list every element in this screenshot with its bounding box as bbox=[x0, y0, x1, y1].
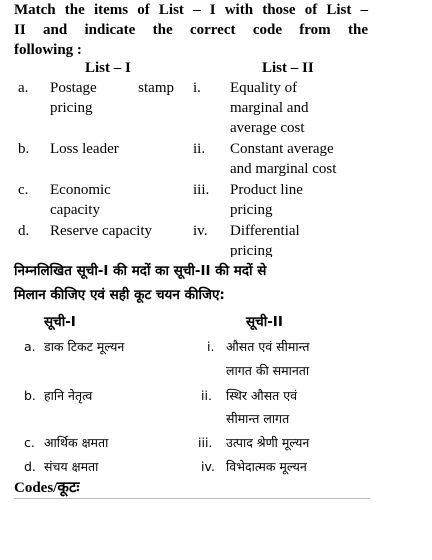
list-2-label-ii: ii. bbox=[193, 141, 206, 157]
list-2-label-i: i. bbox=[193, 80, 201, 96]
suchi-2-item-i-line-2: लागत की समानता bbox=[226, 363, 310, 378]
list-1-label-b: b. bbox=[18, 141, 30, 157]
question-hi-line-2: मिलान कीजिए एवं सही कूट चयन कीजिए: bbox=[14, 287, 225, 303]
list-1-label-a: a. bbox=[18, 80, 29, 96]
list-2-header: List – II bbox=[262, 60, 314, 76]
list-2-item-iii-line-1: Product line bbox=[230, 182, 303, 198]
suchi-2-item-iii: उत्पाद श्रेणी मूल्यन bbox=[226, 435, 310, 450]
list-1-item-b: Loss leader bbox=[50, 141, 119, 157]
question-en-line-3: following : bbox=[14, 42, 82, 58]
section-divider bbox=[14, 498, 370, 499]
list-2-label-iv: iv. bbox=[193, 223, 208, 239]
suchi-1-label-c: c. bbox=[24, 435, 35, 450]
question-hi-line-1: निम्नलिखित सूची-I की मदों का सूची-II की मदों से bbox=[14, 263, 267, 279]
suchi-1-label-b: b. bbox=[24, 388, 36, 403]
list-2-label-iii: iii. bbox=[193, 182, 210, 198]
list-1-item-a-line-2: pricing bbox=[50, 100, 93, 116]
suchi-1-item-d: संचय क्षमता bbox=[44, 459, 99, 474]
list-2-item-ii-line-2: and marginal cost bbox=[230, 161, 337, 177]
list-2-item-i-line-3: average cost bbox=[230, 120, 305, 136]
list-1-item-a-line-1: Postage stamp bbox=[50, 80, 174, 96]
suchi-1-label-d: d. bbox=[24, 459, 36, 474]
codes-label: Codes/कूटः bbox=[14, 480, 80, 496]
question-en-line-1: Match the items of List – I with those of List – bbox=[14, 2, 368, 18]
question-english bbox=[14, 0, 368, 60]
question-hindi bbox=[14, 259, 374, 307]
suchi-1-item-c: आर्थिक क्षमता bbox=[44, 435, 109, 450]
list-2-item-iii-line-2: pricing bbox=[230, 202, 273, 218]
suchi-2-label-iii: iii. bbox=[198, 435, 213, 450]
list-1-label-c: c. bbox=[18, 182, 29, 198]
suchi-2-item-i-line-1: औसत एवं सीमान्त bbox=[226, 339, 310, 354]
suchi-1-header: सूची-I bbox=[44, 314, 76, 330]
list-2-item-iv-line-1: Differential bbox=[230, 223, 300, 239]
suchi-1-item-b: हानि नेतृत्व bbox=[44, 388, 93, 403]
list-1-item-c-line-2: capacity bbox=[50, 202, 100, 218]
list-2-item-i-line-2: marginal and bbox=[230, 100, 309, 116]
list-1-header: List – I bbox=[85, 60, 131, 76]
suchi-2-label-iv: iv. bbox=[201, 459, 215, 474]
list-2-item-iv-line-2: pricing bbox=[230, 243, 273, 257]
suchi-1-item-a: डाक टिकट मूल्यन bbox=[44, 339, 125, 354]
suchi-2-item-ii-line-2: सीमान्त लागत bbox=[226, 411, 290, 426]
list-1-item-d: Reserve capacity bbox=[50, 223, 153, 239]
list-2-item-ii-line-1: Constant average bbox=[230, 141, 334, 157]
list-1-item-c-line-1: Economic bbox=[50, 182, 111, 198]
question-en-line-2: II and indicate the correct code from the bbox=[14, 22, 368, 38]
suchi-2-header: सूची-II bbox=[246, 314, 283, 330]
suchi-2-label-ii: ii. bbox=[201, 388, 212, 403]
suchi-2-label-i: i. bbox=[207, 339, 215, 354]
list-1-label-d: d. bbox=[18, 223, 30, 239]
list-2-item-i-line-1: Equality of bbox=[230, 80, 298, 96]
suchi-2-item-iv: विभेदात्मक मूल्यन bbox=[226, 459, 307, 474]
suchi-1-label-a: a. bbox=[24, 339, 36, 354]
suchi-2-item-ii-line-1: स्थिर औसत एवं bbox=[226, 388, 298, 403]
